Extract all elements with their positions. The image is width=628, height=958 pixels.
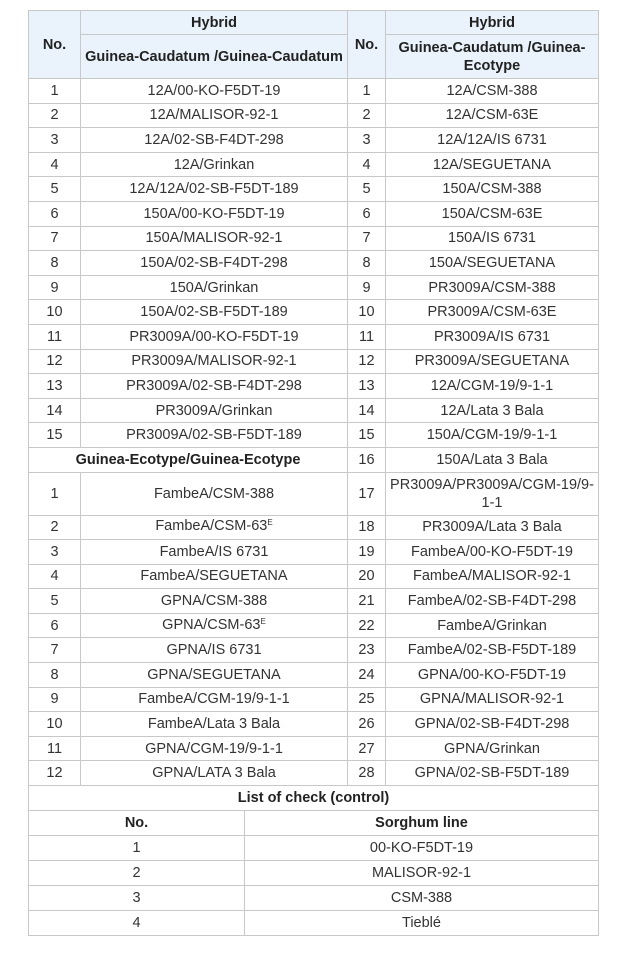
table-row — [29, 540, 599, 565]
row-no: 4 — [29, 564, 81, 589]
row-no: 1 — [29, 472, 81, 515]
row-no: 6 — [29, 613, 81, 638]
row-no: 25 — [348, 687, 386, 712]
table-row — [29, 177, 599, 202]
hybrid-name: GPNA/SEGUETANA — [147, 666, 281, 683]
row-no: 11 — [29, 324, 81, 349]
row-hybrid: GPNA/02-SB-F4DT-298 — [386, 712, 599, 737]
hybrid-name: FambeA/IS 6731 — [159, 543, 269, 560]
table-row — [29, 712, 599, 737]
check-table-body — [29, 786, 599, 936]
hybrid-table-container — [28, 10, 598, 936]
row-no: 16 — [348, 447, 386, 472]
row-no: 9 — [348, 275, 386, 300]
table-row — [29, 79, 599, 104]
check-header-no: No. — [29, 811, 245, 836]
table-row — [29, 300, 599, 325]
row-hybrid: 12A/Grinkan — [81, 152, 348, 177]
table-row — [29, 275, 599, 300]
hybrid-name: FambeA/SEGUETANA — [140, 568, 288, 585]
row-hybrid: 12A/SEGUETANA — [386, 152, 599, 177]
row-no: 8 — [348, 251, 386, 276]
table-row — [29, 472, 599, 515]
row-hybrid: PR3009A/SEGUETANA — [386, 349, 599, 374]
row-no: 2 — [348, 103, 386, 128]
row-no: 8 — [29, 251, 81, 276]
row-no: 3 — [348, 128, 386, 153]
row-no: 9 — [29, 275, 81, 300]
row-hybrid: 12A/CSM-63E — [386, 103, 599, 128]
table-row — [29, 589, 599, 614]
row-no: 14 — [29, 398, 81, 423]
header-no-left: No. — [29, 11, 81, 79]
check-row — [29, 911, 599, 936]
hybrid-name: GPNA/IS 6731 — [166, 642, 262, 659]
table-row — [29, 374, 599, 399]
check-row — [29, 886, 599, 911]
row-no: 26 — [348, 712, 386, 737]
row-no: 11 — [29, 736, 81, 761]
row-hybrid: GPNA/02-SB-F5DT-189 — [386, 761, 599, 786]
row-hybrid: PR3009A/PR3009A/CGM-19/9-1-1 — [386, 472, 599, 515]
row-hybrid: 150A/02-SB-F4DT-298 — [81, 251, 348, 276]
table-row — [29, 663, 599, 688]
row-no: 6 — [348, 201, 386, 226]
row-no: 1 — [348, 79, 386, 104]
table-row — [29, 251, 599, 276]
hybrid-name: FambeA/CSM-63 — [155, 518, 268, 535]
row-hybrid: 150A/CSM-63E — [386, 201, 599, 226]
row-no: 15 — [348, 423, 386, 448]
row-hybrid — [81, 761, 348, 786]
row-hybrid: 12A/CGM-19/9-1-1 — [386, 374, 599, 399]
header-group-left: Guinea-Caudatum /Guinea-Caudatum — [81, 35, 348, 79]
row-no: 28 — [348, 761, 386, 786]
row-no: 19 — [348, 540, 386, 565]
table-row — [29, 103, 599, 128]
row-no: 10 — [348, 300, 386, 325]
check-no: 3 — [29, 886, 245, 911]
row-no: 2 — [29, 515, 81, 540]
row-hybrid: PR3009A/Grinkan — [81, 398, 348, 423]
table-row — [29, 226, 599, 251]
row-hybrid — [81, 564, 348, 589]
row-no: 24 — [348, 663, 386, 688]
row-hybrid: 12A/00-KO-F5DT-19 — [81, 79, 348, 104]
row-no: 1 — [29, 79, 81, 104]
table-row — [29, 201, 599, 226]
row-no: 15 — [29, 423, 81, 448]
row-hybrid: PR3009A/00-KO-F5DT-19 — [81, 324, 348, 349]
row-hybrid: 150A/MALISOR-92-1 — [81, 226, 348, 251]
check-line: Tieblé — [245, 911, 599, 936]
table-row — [29, 638, 599, 663]
check-line: CSM-388 — [245, 886, 599, 911]
row-hybrid: FambeA/02-SB-F4DT-298 — [386, 589, 599, 614]
row-hybrid: 150A/SEGUETANA — [386, 251, 599, 276]
row-no: 10 — [29, 712, 81, 737]
header-group-right: Guinea-Caudatum /Guinea-Ecotype — [386, 35, 599, 79]
row-hybrid: 150A/00-KO-F5DT-19 — [81, 201, 348, 226]
row-hybrid: GPNA/00-KO-F5DT-19 — [386, 663, 599, 688]
group-subheader: Guinea-Ecotype/Guinea-Ecotype — [29, 447, 348, 472]
row-hybrid: GPNA/MALISOR-92-1 — [386, 687, 599, 712]
check-no: 1 — [29, 836, 245, 861]
row-no: 5 — [29, 589, 81, 614]
row-no: 4 — [29, 152, 81, 177]
row-hybrid: PR3009A/Lata 3 Bala — [386, 515, 599, 540]
table-row — [29, 564, 599, 589]
row-hybrid: 150A/CSM-388 — [386, 177, 599, 202]
check-header-line: Sorghum line — [245, 811, 599, 836]
superscript: E — [267, 518, 273, 528]
row-hybrid: FambeA/MALISOR-92-1 — [386, 564, 599, 589]
row-no: 3 — [29, 128, 81, 153]
check-no: 2 — [29, 861, 245, 886]
table-row — [29, 324, 599, 349]
check-row — [29, 861, 599, 886]
table-row — [29, 761, 599, 786]
row-hybrid: PR3009A/IS 6731 — [386, 324, 599, 349]
row-no: 4 — [348, 152, 386, 177]
row-hybrid — [81, 638, 348, 663]
table-row — [29, 613, 599, 638]
row-no: 3 — [29, 540, 81, 565]
row-no: 14 — [348, 398, 386, 423]
row-hybrid: 12A/MALISOR-92-1 — [81, 103, 348, 128]
row-hybrid: 12A/12A/IS 6731 — [386, 128, 599, 153]
row-no: 7 — [348, 226, 386, 251]
row-no: 11 — [348, 324, 386, 349]
row-no: 12 — [348, 349, 386, 374]
row-hybrid — [81, 736, 348, 761]
row-hybrid: PR3009A/CSM-388 — [386, 275, 599, 300]
row-hybrid: 150A/Grinkan — [81, 275, 348, 300]
table-row — [29, 687, 599, 712]
table-row — [29, 515, 599, 540]
table-row — [29, 398, 599, 423]
row-no: 27 — [348, 736, 386, 761]
row-no: 7 — [29, 638, 81, 663]
row-hybrid: PR3009A/CSM-63E — [386, 300, 599, 325]
row-hybrid: 150A/02-SB-F5DT-189 — [81, 300, 348, 325]
hybrid-name: GPNA/LATA 3 Bala — [152, 765, 276, 782]
row-hybrid: 150A/IS 6731 — [386, 226, 599, 251]
row-no: 7 — [29, 226, 81, 251]
check-table — [28, 785, 599, 936]
check-row — [29, 836, 599, 861]
row-no: 13 — [348, 374, 386, 399]
check-title: List of check (control) — [29, 786, 599, 811]
row-no: 2 — [29, 103, 81, 128]
hybrid-table — [28, 10, 599, 786]
row-no: 12 — [29, 761, 81, 786]
row-no: 22 — [348, 613, 386, 638]
row-hybrid: FambeA/02-SB-F5DT-189 — [386, 638, 599, 663]
row-hybrid — [81, 472, 348, 515]
table-row — [29, 349, 599, 374]
row-no: 10 — [29, 300, 81, 325]
row-hybrid — [81, 613, 348, 638]
row-no: 20 — [348, 564, 386, 589]
hybrid-name: GPNA/CSM-63 — [162, 616, 261, 633]
hybrid-name: GPNA/CGM-19/9-1-1 — [145, 740, 283, 757]
table-row — [29, 423, 599, 448]
row-hybrid — [81, 589, 348, 614]
hybrid-name: FambeA/CSM-388 — [153, 485, 275, 502]
row-hybrid: 12A/02-SB-F4DT-298 — [81, 128, 348, 153]
row-hybrid — [81, 712, 348, 737]
row-hybrid: 12A/Lata 3 Bala — [386, 398, 599, 423]
row-hybrid: GPNA/Grinkan — [386, 736, 599, 761]
row-hybrid — [81, 540, 348, 565]
row-no: 21 — [348, 589, 386, 614]
row-hybrid: FambeA/00-KO-F5DT-19 — [386, 540, 599, 565]
row-no: 17 — [348, 472, 386, 515]
hybrid-table-body — [29, 11, 599, 786]
row-no: 23 — [348, 638, 386, 663]
row-hybrid — [81, 663, 348, 688]
row-hybrid — [81, 687, 348, 712]
table-row — [29, 128, 599, 153]
check-no: 4 — [29, 911, 245, 936]
table-row — [29, 447, 599, 472]
superscript: E — [260, 616, 266, 626]
row-hybrid: PR3009A/02-SB-F5DT-189 — [81, 423, 348, 448]
table-row — [29, 736, 599, 761]
header-hybrid-right: Hybrid — [386, 11, 599, 35]
row-hybrid: 12A/CSM-388 — [386, 79, 599, 104]
header-hybrid-left: Hybrid — [81, 11, 348, 35]
row-hybrid: 150A/Lata 3 Bala — [386, 447, 599, 472]
row-hybrid: PR3009A/MALISOR-92-1 — [81, 349, 348, 374]
row-hybrid: 12A/12A/02-SB-F5DT-189 — [81, 177, 348, 202]
row-no: 12 — [29, 349, 81, 374]
hybrid-name: FambeA/CGM-19/9-1-1 — [138, 691, 290, 708]
row-no: 8 — [29, 663, 81, 688]
row-no: 5 — [29, 177, 81, 202]
row-hybrid: 150A/CGM-19/9-1-1 — [386, 423, 599, 448]
row-hybrid: FambeA/Grinkan — [386, 613, 599, 638]
row-no: 9 — [29, 687, 81, 712]
hybrid-name: FambeA/Lata 3 Bala — [147, 716, 281, 733]
row-no: 5 — [348, 177, 386, 202]
row-no: 18 — [348, 515, 386, 540]
row-no: 6 — [29, 201, 81, 226]
check-line: 00-KO-F5DT-19 — [245, 836, 599, 861]
header-no-right: No. — [348, 11, 386, 79]
table-row — [29, 152, 599, 177]
check-line: MALISOR-92-1 — [245, 861, 599, 886]
hybrid-name: GPNA/CSM-388 — [160, 593, 268, 610]
row-no: 13 — [29, 374, 81, 399]
row-hybrid — [81, 515, 348, 540]
row-hybrid: PR3009A/02-SB-F4DT-298 — [81, 374, 348, 399]
